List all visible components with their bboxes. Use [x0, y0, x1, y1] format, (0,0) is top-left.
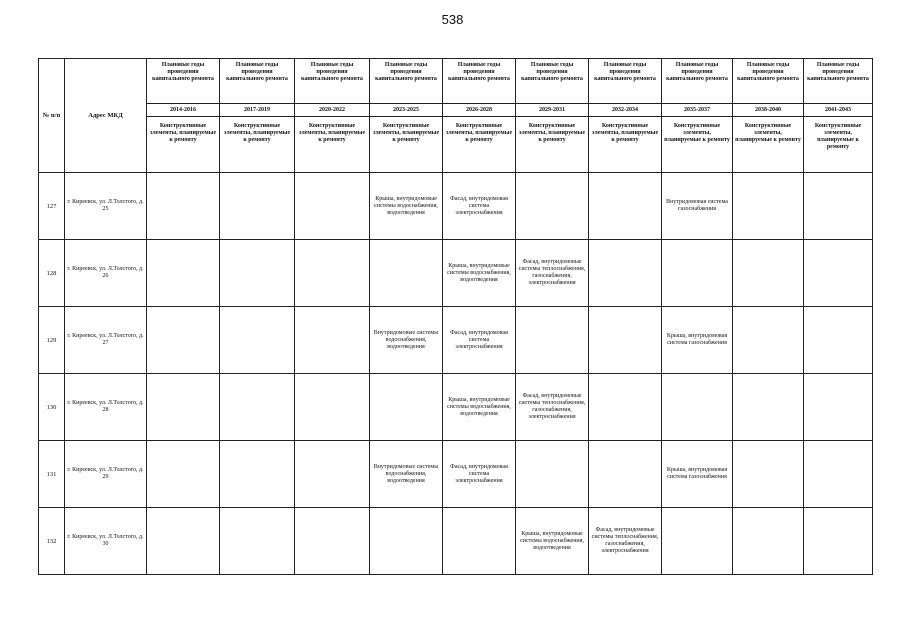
repair-cell [733, 240, 804, 307]
header-elements: Конструктивные элементы, планируемые к ремонту [804, 117, 873, 173]
row-address: г. Киреевск, ул. Л.Толстого, д. 29 [65, 441, 147, 508]
repair-cell [516, 441, 589, 508]
repair-cell [370, 374, 443, 441]
header-row-years [39, 104, 873, 117]
repair-cell [220, 508, 295, 575]
repair-cell [220, 173, 295, 240]
header-period: Плановые годы проведения капитального ремонта [370, 59, 443, 104]
header-years: 2029-2031 [516, 104, 589, 117]
header-period: Плановые годы проведения капитального ремонта [147, 59, 220, 104]
header-period: Плановые годы проведения капитального ремонта [443, 59, 516, 104]
header-period: Плановые годы проведения капитального ремонта [589, 59, 662, 104]
repair-cell [733, 441, 804, 508]
repair-cell [370, 508, 443, 575]
repair-cell: Крыша, внутридомовые системы водоснабжения, водоотведения [370, 173, 443, 240]
page-number: 538 [441, 12, 464, 27]
repair-cell [662, 374, 733, 441]
repair-cell [804, 307, 873, 374]
row-address: г. Киреевск, ул. Л.Толстого, д. 28 [65, 374, 147, 441]
repair-cell: Крыша, внутридомовые системы водоснабжения, водоотведения [443, 240, 516, 307]
repair-cell [220, 441, 295, 508]
repair-cell: Фасад, внутридомовая система электроснабжения [443, 441, 516, 508]
row-number: 129 [39, 307, 65, 374]
repair-cell [804, 441, 873, 508]
repair-cell [370, 240, 443, 307]
repair-cell: Крыша, внутридомовая система газоснабжения [662, 441, 733, 508]
repair-cell [804, 173, 873, 240]
repair-cell: Фасад, внутридомовые системы теплоснабжения, газоснабжения, электроснабжения [516, 240, 589, 307]
repair-cell [804, 508, 873, 575]
table-row [39, 374, 873, 441]
table-row [39, 441, 873, 508]
repair-cell [733, 307, 804, 374]
repair-cell [220, 374, 295, 441]
table-row [39, 508, 873, 575]
header-row-period [39, 59, 873, 104]
repair-cell [295, 508, 370, 575]
header-years: 2038-2040 [733, 104, 804, 117]
repair-cell [589, 173, 662, 240]
repair-cell: Фасад, внутридомовые системы теплоснабжения, газоснабжения, электроснабжения [516, 374, 589, 441]
repair-cell [516, 307, 589, 374]
header-elements: Конструктивные элементы, планируемые к ремонту [733, 117, 804, 173]
header-period: Плановые годы проведения капитального ремонта [220, 59, 295, 104]
repair-cell [733, 173, 804, 240]
capital-repair-table [38, 58, 873, 575]
header-years: 2041-2043 [804, 104, 873, 117]
repair-cell: Внутридомовые системы водоснабжения, водоотведения [370, 441, 443, 508]
repair-cell [589, 307, 662, 374]
repair-cell [662, 508, 733, 575]
header-years: 2023-2025 [370, 104, 443, 117]
repair-cell [147, 374, 220, 441]
repair-cell: Внутридомовая система газоснабжения [662, 173, 733, 240]
repair-cell: Фасад, внутридомовая система электроснабжения [443, 307, 516, 374]
header-elements: Конструктивные элементы, планируемые к ремонту [589, 117, 662, 173]
header-address: Адрес МКД [65, 59, 147, 173]
repair-cell: Фасад, внутридомовые системы теплоснабжения, газоснабжения, электроснабжения [589, 508, 662, 575]
header-elements: Конструктивные элементы, планируемые к ремонту [295, 117, 370, 173]
repair-cell [147, 240, 220, 307]
repair-cell [804, 240, 873, 307]
repair-cell [589, 240, 662, 307]
repair-cell [147, 307, 220, 374]
repair-cell [733, 374, 804, 441]
repair-cell [147, 173, 220, 240]
repair-cell [733, 508, 804, 575]
header-period: Плановые годы проведения капитального ремонта [516, 59, 589, 104]
repair-cell: Крыша, внутридомовая система газоснабжения [662, 307, 733, 374]
row-number: 130 [39, 374, 65, 441]
header-years: 2017-2019 [220, 104, 295, 117]
repair-cell [662, 240, 733, 307]
header-elements: Конструктивные элементы, планируемые к ремонту [370, 117, 443, 173]
header-elements: Конструктивные элементы, планируемые к ремонту [220, 117, 295, 173]
header-elements: Конструктивные элементы, планируемые к ремонту [662, 117, 733, 173]
row-number: 127 [39, 173, 65, 240]
row-number: 132 [39, 508, 65, 575]
repair-cell: Внутридомовые системы водоснабжения, водоотведения [370, 307, 443, 374]
table-row [39, 173, 873, 240]
repair-cell: Крыша, внутридомовые системы водоснабжения, водоотведения [443, 374, 516, 441]
repair-cell [589, 374, 662, 441]
header-elements: Конструктивные элементы, планируемые к ремонту [516, 117, 589, 173]
repair-cell [295, 240, 370, 307]
repair-cell [804, 374, 873, 441]
header-years: 2020-2022 [295, 104, 370, 117]
header-elements: Конструктивные элементы, планируемые к ремонту [443, 117, 516, 173]
header-period: Плановые годы проведения капитального ремонта [733, 59, 804, 104]
row-address: г. Киреевск, ул. Л.Толстого, д. 25 [65, 173, 147, 240]
header-years: 2032-2034 [589, 104, 662, 117]
header-years: 2035-2037 [662, 104, 733, 117]
repair-cell [589, 441, 662, 508]
repair-cell [443, 508, 516, 575]
repair-cell [295, 374, 370, 441]
header-elements: Конструктивные элементы, планируемые к ремонту [147, 117, 220, 173]
header-period: Плановые годы проведения капитального ремонта [804, 59, 873, 104]
repair-cell: Крыша, внутридомовые системы водоснабжения, водоотведения [516, 508, 589, 575]
header-years: 2026-2028 [443, 104, 516, 117]
repair-cell [295, 441, 370, 508]
repair-cell [295, 307, 370, 374]
table-row [39, 240, 873, 307]
repair-cell [220, 307, 295, 374]
row-address: г. Киреевск, ул. Л.Толстого, д. 27 [65, 307, 147, 374]
header-period: Плановые годы проведения капитального ремонта [295, 59, 370, 104]
row-number: 128 [39, 240, 65, 307]
table-row [39, 307, 873, 374]
row-number: 131 [39, 441, 65, 508]
repair-cell [147, 441, 220, 508]
header-period: Плановые годы проведения капитального ремонта [662, 59, 733, 104]
repair-cell [147, 508, 220, 575]
row-address: г. Киреевск, ул. Л.Толстого, д. 26 [65, 240, 147, 307]
repair-cell [295, 173, 370, 240]
repair-cell [516, 173, 589, 240]
header-row-elements [39, 117, 873, 173]
row-address: г. Киреевск, ул. Л.Толстого, д. 30 [65, 508, 147, 575]
header-num: № п/п [39, 59, 65, 173]
repair-cell: Фасад, внутридомовая система электроснабжения [443, 173, 516, 240]
header-years: 2014-2016 [147, 104, 220, 117]
repair-cell [220, 240, 295, 307]
